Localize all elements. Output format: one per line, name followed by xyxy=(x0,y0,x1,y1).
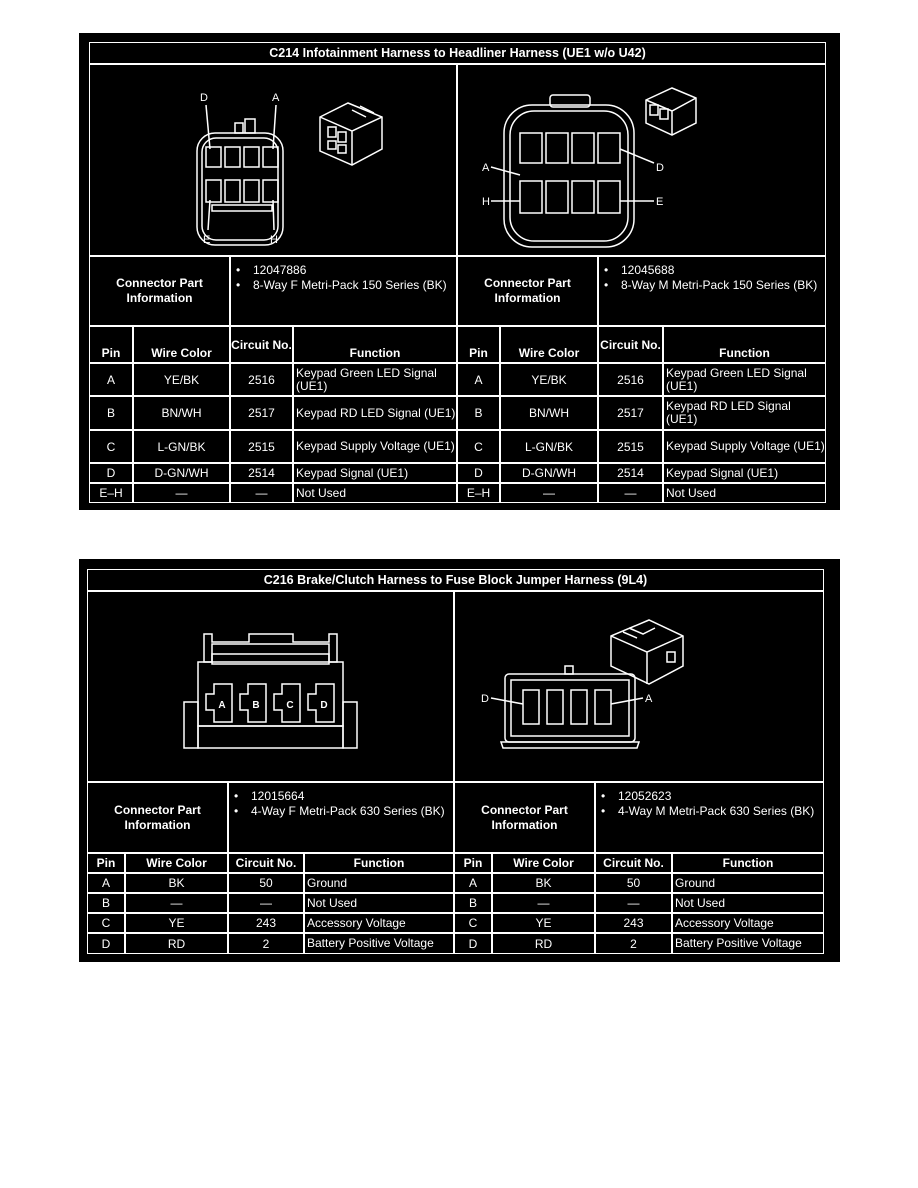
pin-label: E xyxy=(203,234,211,246)
column-header-pin: Pin xyxy=(457,326,500,363)
table-cell-function: Accessory Voltage xyxy=(304,913,454,933)
part-description: • 4-Way M Metri-Pack 630 Series (BK) xyxy=(618,804,819,819)
column-header-wire-color: Wire Color xyxy=(500,326,598,363)
table-cell-pin: C xyxy=(454,913,492,933)
pin-label: B xyxy=(252,700,260,711)
part-number: • 12015664 xyxy=(251,789,449,804)
female-part-info xyxy=(228,782,454,853)
column-header-pin: Pin xyxy=(87,853,125,873)
female-connector-diagram xyxy=(90,65,456,255)
pin-label: D xyxy=(320,700,328,711)
table-cell-wire-color: L-GN/BK xyxy=(500,430,598,463)
table-cell-wire-color: RD xyxy=(492,933,595,954)
male-connector-diagram xyxy=(455,592,823,781)
connector-panel-c214 xyxy=(79,33,840,510)
table-cell-circuit: 2 xyxy=(595,933,672,954)
pin-label: D xyxy=(200,92,208,104)
part-number: • 12045688 xyxy=(621,263,821,278)
table-cell-wire-color: BK xyxy=(492,873,595,893)
female-connector-view xyxy=(89,64,457,256)
table-cell-function: Keypad Signal (UE1) xyxy=(663,463,826,483)
column-header-pin: Pin xyxy=(89,326,133,363)
column-header-function: Function xyxy=(672,853,824,873)
table-cell-pin: B xyxy=(457,396,500,430)
table-cell-pin: C xyxy=(87,913,125,933)
pin-label: E xyxy=(656,196,664,208)
table-cell-circuit: 2515 xyxy=(230,430,293,463)
male-connector-view xyxy=(454,591,824,782)
part-number: • 12047886 xyxy=(253,263,452,278)
table-cell-function: Battery Positive Voltage xyxy=(672,933,824,954)
table-cell-wire-color: — xyxy=(492,893,595,913)
table-cell-circuit: 50 xyxy=(228,873,304,893)
table-cell-pin: D xyxy=(454,933,492,954)
column-header-pin: Pin xyxy=(454,853,492,873)
table-cell-pin: A xyxy=(454,873,492,893)
connector-info-label: Connector Part Information xyxy=(89,256,230,326)
part-description: • 8-Way F Metri-Pack 150 Series (BK) xyxy=(253,278,452,293)
pin-label: C xyxy=(286,700,294,711)
male-connector-view xyxy=(457,64,826,256)
female-connector-view xyxy=(87,591,454,782)
table-cell-circuit: 2516 xyxy=(230,363,293,396)
table-cell-wire-color: — xyxy=(500,483,598,503)
table-cell-pin: B xyxy=(89,396,133,430)
column-header-function: Function xyxy=(293,326,457,363)
column-header-circuit: Circuit No. xyxy=(230,326,293,363)
male-part-info xyxy=(595,782,824,853)
table-cell-circuit: 2515 xyxy=(598,430,663,463)
connector-panel-c216 xyxy=(79,559,840,962)
table-cell-function: Keypad Supply Voltage (UE1) xyxy=(663,430,826,463)
table-cell-wire-color: — xyxy=(133,483,230,503)
table-cell-pin: C xyxy=(89,430,133,463)
column-header-wire-color: Wire Color xyxy=(125,853,228,873)
table-cell-circuit: — xyxy=(230,483,293,503)
table-cell-wire-color: L-GN/BK xyxy=(133,430,230,463)
table-cell-circuit: 2 xyxy=(228,933,304,954)
table-cell-circuit: — xyxy=(228,893,304,913)
table-cell-function: Not Used xyxy=(672,893,824,913)
table-cell-function: Keypad RD LED Signal (UE1) xyxy=(293,396,457,430)
table-cell-wire-color: YE xyxy=(492,913,595,933)
table-cell-circuit: 2514 xyxy=(598,463,663,483)
column-header-circuit: Circuit No. xyxy=(228,853,304,873)
table-cell-function: Keypad Green LED Signal (UE1) xyxy=(663,363,826,396)
table-cell-pin: E–H xyxy=(457,483,500,503)
table-cell-pin: D xyxy=(457,463,500,483)
table-cell-function: Keypad Green LED Signal (UE1) xyxy=(293,363,457,396)
table-cell-circuit: 243 xyxy=(228,913,304,933)
connector-info-label: Connector Part Information xyxy=(454,782,595,853)
female-part-info xyxy=(230,256,457,326)
male-connector-diagram xyxy=(458,65,825,255)
part-number: • 12052623 xyxy=(618,789,819,804)
column-header-function: Function xyxy=(663,326,826,363)
pin-label: H xyxy=(270,234,278,246)
table-cell-wire-color: D-GN/WH xyxy=(133,463,230,483)
table-cell-pin: A xyxy=(89,363,133,396)
table-cell-pin: B xyxy=(454,893,492,913)
table-cell-wire-color: YE/BK xyxy=(133,363,230,396)
table-cell-pin: D xyxy=(89,463,133,483)
part-description: • 4-Way F Metri-Pack 630 Series (BK) xyxy=(251,804,449,819)
table-cell-pin: E–H xyxy=(89,483,133,503)
table-cell-function: Ground xyxy=(672,873,824,893)
connector-title: C214 Infotainment Harness to Headliner Harness (UE1 w/o U42) xyxy=(89,42,826,64)
column-header-circuit: Circuit No. xyxy=(595,853,672,873)
table-cell-function: Accessory Voltage xyxy=(672,913,824,933)
table-cell-circuit: 2517 xyxy=(230,396,293,430)
pin-label: A xyxy=(272,92,280,104)
table-cell-function: Keypad RD LED Signal (UE1) xyxy=(663,396,826,430)
table-cell-wire-color: BN/WH xyxy=(133,396,230,430)
table-cell-circuit: 243 xyxy=(595,913,672,933)
table-cell-wire-color: RD xyxy=(125,933,228,954)
part-description: • 8-Way M Metri-Pack 150 Series (BK) xyxy=(621,278,821,293)
column-header-wire-color: Wire Color xyxy=(133,326,230,363)
column-header-wire-color: Wire Color xyxy=(492,853,595,873)
female-connector-diagram xyxy=(88,592,453,781)
connector-title: C216 Brake/Clutch Harness to Fuse Block Jumper Harness (9L4) xyxy=(87,569,824,591)
table-cell-pin: A xyxy=(87,873,125,893)
table-cell-wire-color: BN/WH xyxy=(500,396,598,430)
table-cell-wire-color: BK xyxy=(125,873,228,893)
table-cell-pin: D xyxy=(87,933,125,954)
pin-label: H xyxy=(482,196,490,208)
column-header-circuit: Circuit No. xyxy=(598,326,663,363)
table-cell-wire-color: — xyxy=(125,893,228,913)
column-header-function: Function xyxy=(304,853,454,873)
table-cell-circuit: — xyxy=(598,483,663,503)
pin-label: A xyxy=(645,693,653,705)
table-cell-wire-color: YE/BK xyxy=(500,363,598,396)
table-cell-function: Not Used xyxy=(304,893,454,913)
table-cell-circuit: — xyxy=(595,893,672,913)
connector-info-label: Connector Part Information xyxy=(87,782,228,853)
male-part-info xyxy=(598,256,826,326)
table-cell-function: Not Used xyxy=(663,483,826,503)
pin-label: D xyxy=(656,162,664,174)
table-cell-function: Ground xyxy=(304,873,454,893)
table-cell-circuit: 50 xyxy=(595,873,672,893)
table-cell-wire-color: D-GN/WH xyxy=(500,463,598,483)
table-cell-wire-color: YE xyxy=(125,913,228,933)
table-cell-function: Keypad Signal (UE1) xyxy=(293,463,457,483)
table-cell-circuit: 2516 xyxy=(598,363,663,396)
pin-label: A xyxy=(218,700,226,711)
pin-label: A xyxy=(482,162,490,174)
table-cell-circuit: 2514 xyxy=(230,463,293,483)
table-cell-pin: C xyxy=(457,430,500,463)
connector-info-label: Connector Part Information xyxy=(457,256,598,326)
table-cell-function: Battery Positive Voltage xyxy=(304,933,454,954)
table-cell-function: Not Used xyxy=(293,483,457,503)
table-cell-pin: B xyxy=(87,893,125,913)
table-cell-pin: A xyxy=(457,363,500,396)
table-cell-circuit: 2517 xyxy=(598,396,663,430)
pin-label: D xyxy=(481,693,489,705)
table-cell-function: Keypad Supply Voltage (UE1) xyxy=(293,430,457,463)
